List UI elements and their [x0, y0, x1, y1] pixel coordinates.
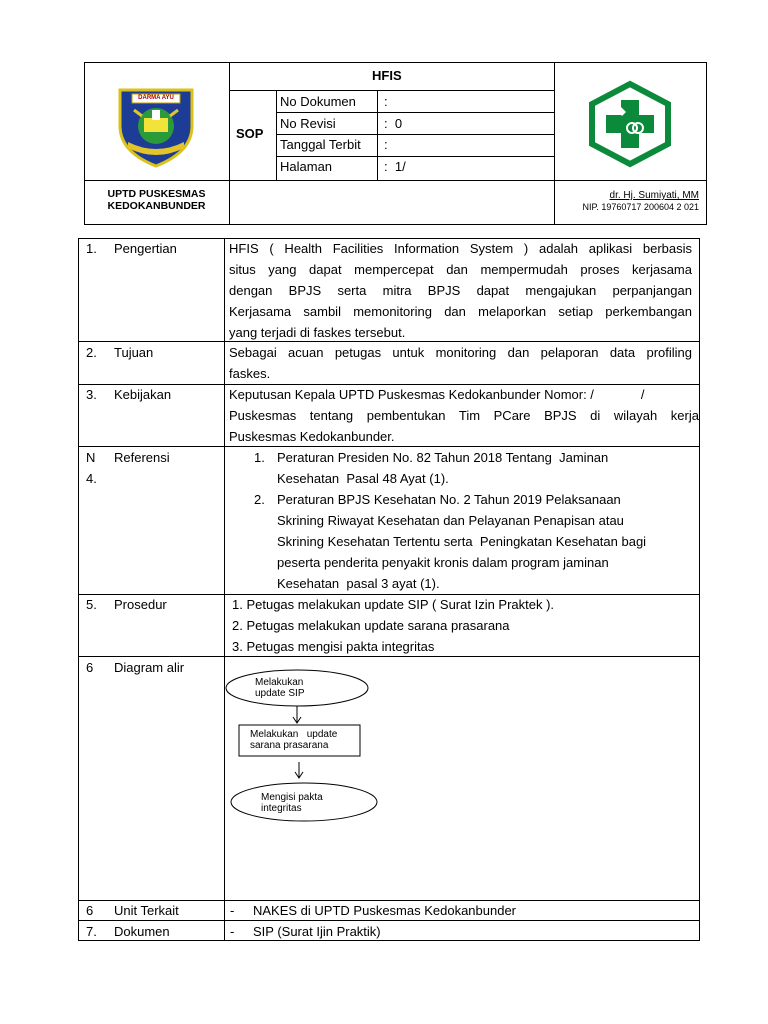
- row-tujuan-number: 2.: [86, 345, 97, 360]
- row-dokumen-number: 7.: [86, 924, 97, 939]
- row-diagram-label: Diagram alir: [114, 660, 185, 675]
- field-halaman-label: Halaman: [280, 159, 333, 174]
- text-line: Kesehatan pasal 3 ayat (1).: [277, 576, 440, 591]
- text-line: Kerjasama sambil memonitoring dan melaporkan setiap perkembangan: [229, 304, 692, 319]
- health-cross-icon: [588, 80, 672, 168]
- prosedur-step: 3. Petugas mengisi pakta integritas: [232, 639, 435, 654]
- row-unit-dash: -: [230, 903, 235, 918]
- row-unit-number: 6: [86, 903, 94, 918]
- flow-node-2-line1: Melakukan update: [250, 729, 338, 740]
- flow-node-3-line2: integritas: [261, 803, 302, 814]
- row-kebijakan-text: [229, 384, 699, 447]
- row-referensi-number-b: 4.: [86, 471, 97, 486]
- text-line: Puskesmas tentang pembentukan Tim PCare BPJS di wilayah kerja: [229, 408, 699, 423]
- field-halaman-value: : 1/: [384, 159, 406, 174]
- flow-node-1-line1: Melakukan: [255, 677, 304, 688]
- text-line: Keputusan Kepala UPTD Puskesmas Kedokanbunder Nomor: / /: [229, 387, 645, 402]
- prosedur-steps: [232, 594, 692, 657]
- row-pengertian-text: [229, 238, 692, 343]
- field-no-dokumen-value: :: [384, 94, 388, 109]
- field-no-revisi-label: No Revisi: [280, 116, 336, 131]
- text-line: situs yang dapat mempercepat dan mempermudah proses kerjasama: [229, 262, 692, 277]
- row-prosedur-label: Prosedur: [114, 597, 167, 612]
- field-tanggal-terbit-value: :: [384, 137, 388, 152]
- sop-label: SOP: [236, 126, 264, 141]
- flow-node-3-line1: Mengisi pakta: [261, 792, 323, 803]
- text-line: Skrining Riwayat Kesehatan dan Pelayanan Penapisan atau: [277, 513, 624, 528]
- row-unit-label: Unit Terkait: [114, 903, 179, 918]
- row-kebijakan-number: 3.: [86, 387, 97, 402]
- document-title: HFIS: [372, 68, 402, 83]
- signer-nip: NIP. 19760717 200604 2 021: [582, 202, 699, 212]
- row-tujuan-text: [229, 342, 692, 384]
- prosedur-step: 1. Petugas melakukan update SIP ( Surat Izin Praktek ).: [232, 597, 555, 612]
- puskesmas-logo: [588, 80, 672, 168]
- text-line: Peraturan BPJS Kesehatan No. 2 Tahun 2019 Pelaksanaan: [277, 492, 621, 507]
- referensi-item-1-text: [277, 447, 697, 489]
- text-line: Kesehatan Pasal 48 Ayat (1).: [277, 471, 449, 486]
- prosedur-step: 2. Petugas melakukan update sarana prasarana: [232, 618, 510, 633]
- signer-name: dr. Hj. Sumiyati, MM: [609, 190, 699, 201]
- referensi-item-2-text: [277, 489, 697, 594]
- row-referensi-number-a: N: [86, 450, 96, 465]
- row-dokumen-label: Dokumen: [114, 924, 170, 939]
- text-line: Puskesmas Kedokanbunder.: [229, 429, 395, 444]
- text-line: peserta penderita penyakit kronis dalam program jaminan: [277, 555, 609, 570]
- row-prosedur-number: 5.: [86, 597, 97, 612]
- row-referensi-label: Referensi: [114, 450, 170, 465]
- logo-text: DARMA AYU: [138, 95, 174, 101]
- row-diagram-number: 6: [86, 660, 94, 675]
- field-no-dokumen-label: No Dokumen: [280, 94, 356, 109]
- regency-logo: [114, 82, 198, 168]
- row-pengertian-number: 1.: [86, 241, 97, 256]
- row-unit-value: NAKES di UPTD Puskesmas Kedokanbunder: [253, 903, 517, 918]
- row-kebijakan-label: Kebijakan: [114, 387, 172, 402]
- text-line: dengan BPJS serta mitra BPJS dapat mengajukan perpanjangan: [229, 283, 692, 298]
- org-name-line2: KEDOKANBUNDER: [107, 200, 206, 212]
- row-dokumen-dash: -: [230, 924, 235, 939]
- text-line: Sebagai acuan petugas untuk monitoring dan pelaporan data profiling: [229, 345, 692, 360]
- org-name-line1: UPTD PUSKESMAS: [107, 188, 206, 200]
- row-dokumen-value: SIP (Surat Ijin Praktik): [253, 924, 381, 939]
- row-tujuan-label: Tujuan: [114, 345, 154, 360]
- field-tanggal-terbit-label: Tanggal Terbit: [280, 137, 361, 152]
- row-pengertian-label: Pengertian: [114, 241, 177, 256]
- text-line: HFIS ( Health Facilities Information System ) adalah aplikasi berbasis: [229, 241, 692, 256]
- referensi-item-2-number: 2.: [254, 492, 265, 507]
- text-line: Peraturan Presiden No. 82 Tahun 2018 Tentang Jaminan: [277, 450, 609, 465]
- flow-node-1-line2: update SIP: [255, 688, 305, 699]
- text-line: Skrining Kesehatan Tertentu serta Peningkatan Kesehatan bagi: [277, 534, 647, 549]
- field-no-revisi-value: : 0: [384, 116, 403, 131]
- text-line: yang terjadi di faskes tersebut.: [229, 325, 406, 340]
- flow-node-2-line2: sarana prasarana: [250, 740, 329, 751]
- referensi-item-1-number: 1.: [254, 450, 265, 465]
- text-line: faskes.: [229, 366, 271, 381]
